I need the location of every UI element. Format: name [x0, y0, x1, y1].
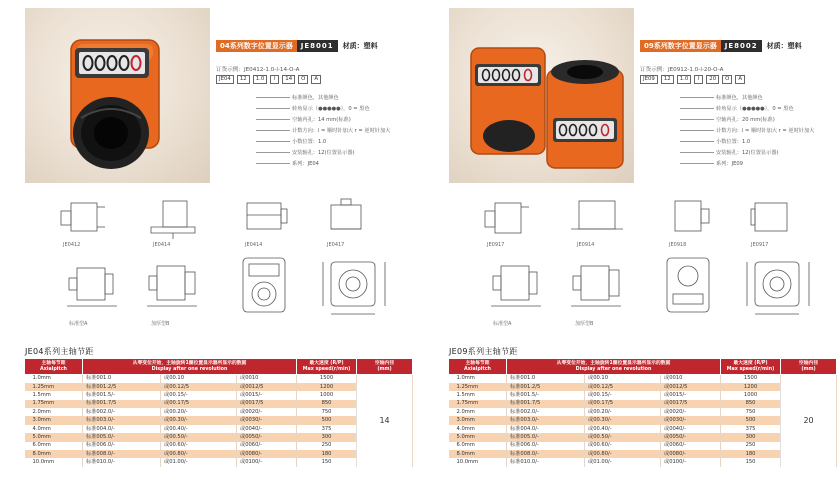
drawing-label: JE0918: [669, 242, 687, 248]
spindle-pitch-table-je09: [448, 358, 837, 467]
spec-panel-je04: [216, 40, 414, 167]
order-box: A: [311, 75, 321, 84]
header-pitch: 主轴每节距 Axialpitch: [25, 359, 83, 375]
drawing-label: 标准型A: [69, 321, 88, 327]
spec-legend: [216, 92, 414, 169]
series-label: 04系列数字位置显示器: [216, 40, 297, 52]
spec-line: 系列：JE09: [640, 158, 838, 169]
drawing-side-view: [317, 195, 377, 240]
drawing-face-view: [233, 252, 297, 318]
material-label: 材质：塑料: [342, 42, 378, 50]
header-speed: 最大速度 (R/P) Max speed(r/min): [721, 359, 781, 375]
order-box: 20: [706, 75, 719, 84]
drawing-label: 加厚型B: [151, 321, 170, 327]
drawing-front-view: [487, 256, 547, 316]
bore-cell: 14: [357, 375, 413, 467]
spec-panel-je09: [640, 40, 838, 167]
drawing-side-view: [477, 195, 537, 240]
drawing-face-view: [657, 252, 721, 318]
spec-line: 空轴内孔：20 mm(标准): [640, 114, 838, 125]
spec-line: 计数方向：l = 顺时针加大 r = 逆时针加大: [640, 125, 838, 136]
table-row: 1.25mm 标准001.2/5 或00.12/5 或0012/5 1200: [25, 383, 413, 391]
header-display: 从零变位开始，主轴旋转1圈位置显示器所显示的数据 Display after one revolution: [507, 359, 721, 375]
drawing-side-view: [143, 195, 203, 240]
header-speed: 最大速度 (R/P) Max speed(r/min): [297, 359, 357, 375]
spec-header: [216, 40, 414, 52]
drawing-label: JE0414: [245, 242, 263, 248]
drawing-label: JE0414: [153, 242, 171, 248]
spec-line: 转角显示（●●●●●），0 = 黑色: [640, 103, 838, 114]
spec-line: 计数方向：l = 顺时针加大 r = 逆时针加大: [216, 125, 414, 136]
table-row: 10.0mm 标准010.0/- 或01.00/- 或0100/- 150: [449, 458, 837, 466]
drawing-label: 标准型A: [493, 321, 512, 327]
series-label: 09系列数字位置显示器: [640, 40, 721, 52]
table-row: 1.75mm 标准001.7/5 或00.17/5 或0017/5 850: [449, 400, 837, 408]
order-box: l: [270, 75, 279, 84]
table-title: JE04系列主轴节距: [25, 347, 94, 356]
table-row: 2.0mm 标准002.0/- 或00.20/- 或0020/- 750: [25, 408, 413, 416]
technical-drawings-je09: [449, 190, 834, 335]
product-code: JE8001: [297, 40, 338, 52]
spec-line: 转角显示（●●●●●），0 = 黑色: [216, 103, 414, 114]
product-code: JE8002: [721, 40, 762, 52]
drawing-side-view: [659, 195, 719, 240]
spec-line: 标准颜色，其他颜色: [640, 92, 838, 103]
table-row: 5.0mm 标准005.0/- 或00.50/- 或0050/- 300: [449, 433, 837, 441]
product-photo-je04: [25, 8, 210, 183]
table-title: JE09系列主轴节距: [449, 347, 518, 356]
drawing-label: JE0914: [577, 242, 595, 248]
table-row: 10.0mm 标准010.0/- 或01.00/- 或0100/- 150: [25, 458, 413, 466]
drawing-label: JE0917: [487, 242, 505, 248]
table-row: 8.0mm 标准008.0/- 或00.80/- 或0080/- 180: [25, 450, 413, 458]
header-bore: 空轴内径 (mm): [781, 359, 837, 375]
drawing-side-view: [53, 195, 113, 240]
table-row: 4.0mm 标准004.0/- 或00.40/- 或0040/- 375: [449, 425, 837, 433]
header-pitch: 主轴每节距 Axialpitch: [449, 359, 507, 375]
table-row: 3.0mm 标准003.0/- 或00.30/- 或0030/- 500: [25, 416, 413, 424]
table-row: 2.0mm 标准002.0/- 或00.20/- 或0020/- 750: [449, 408, 837, 416]
catalog-page-je09: [424, 0, 838, 479]
spec-line: 标准颜色，其他颜色: [216, 92, 414, 103]
spec-legend: [640, 92, 838, 169]
table-row: 6.0mm 标准006.0/- 或00.60/- 或0060/- 250: [25, 442, 413, 450]
header-bore: 空轴内径 (mm): [357, 359, 413, 375]
spindle-pitch-table-je04: [24, 358, 413, 467]
table-row: 1.0mm 标准001.0 或00.10 或0010 1500 20: [449, 375, 837, 383]
spec-line: 系列：JE04: [216, 158, 414, 169]
bore-cell: 20: [781, 375, 837, 467]
spec-line: 安装轴孔：12(位置显示器): [216, 147, 414, 158]
order-box: 1.0: [677, 75, 692, 84]
technical-drawings-je04: [25, 190, 410, 335]
spec-line: 安装轴孔：12(位置显示器): [640, 147, 838, 158]
order-box: 1.0: [253, 75, 268, 84]
order-code-boxes: [640, 75, 745, 84]
catalog-page-je04: [0, 0, 414, 479]
order-box: JE04: [216, 75, 234, 84]
order-example: 订货示例：JE0412-1.0-l-14-O-A: [216, 67, 300, 73]
drawing-label: JE0417: [327, 242, 345, 248]
drawing-side-view: [741, 195, 801, 240]
drawing-label: JE0917: [751, 242, 769, 248]
drawing-side-view: [567, 195, 627, 240]
table-header-row: [25, 359, 413, 375]
drawing-label: 加厚型B: [575, 321, 594, 327]
spec-line: 空轴内孔：14 mm(标准): [216, 114, 414, 125]
order-box: l: [694, 75, 703, 84]
order-box: JE09: [640, 75, 658, 84]
table-row: 1.75mm 标准001.7/5 或00.17/5 或0017/5 850: [25, 400, 413, 408]
drawing-side-view: [235, 195, 295, 240]
drawing-dimension-view: [739, 252, 819, 322]
order-code-boxes: [216, 75, 321, 84]
drawing-front-view: [143, 256, 203, 316]
order-box: 12: [237, 75, 250, 84]
table-row: 1.25mm 标准001.2/5 或00.12/5 或0012/5 1200: [449, 383, 837, 391]
table-row: 8.0mm 标准008.0/- 或00.80/- 或0080/- 180: [449, 450, 837, 458]
order-box: A: [735, 75, 745, 84]
drawing-front-view: [567, 256, 627, 316]
header-display: 从零变位开始，主轴旋转1圈位置显示器所显示的数据 Display after one revolution: [83, 359, 297, 375]
product-photo-je09: [449, 8, 634, 183]
order-box: 12: [661, 75, 674, 84]
drawing-front-view: [63, 256, 123, 316]
order-example: 订货示例：JE0912-1.0-l-20-O-A: [640, 67, 724, 73]
order-box: O: [298, 75, 308, 84]
spec-line: 小数位置：1.0: [216, 136, 414, 147]
order-box: O: [722, 75, 732, 84]
order-box: 14: [282, 75, 295, 84]
table-row: 6.0mm 标准006.0/- 或00.60/- 或0060/- 250: [449, 442, 837, 450]
table-row: 1.5mm 标准001.5/- 或00.15/- 或0015/- 1000: [449, 391, 837, 399]
table-row: 1.5mm 标准001.5/- 或00.15/- 或0015/- 1000: [25, 391, 413, 399]
table-header-row: [449, 359, 837, 375]
spec-header: [640, 40, 838, 52]
table-row: 1.0mm 标准001.0 或00.10 或0010 1500 14: [25, 375, 413, 383]
table-row: 3.0mm 标准003.0/- 或00.30/- 或0030/- 500: [449, 416, 837, 424]
drawing-dimension-view: [315, 252, 395, 322]
table-row: 4.0mm 标准004.0/- 或00.40/- 或0040/- 375: [25, 425, 413, 433]
spec-line: 小数位置：1.0: [640, 136, 838, 147]
table-row: 5.0mm 标准005.0/- 或00.50/- 或0050/- 300: [25, 433, 413, 441]
material-label: 材质：塑料: [766, 42, 802, 50]
drawing-label: JE0412: [63, 242, 81, 248]
